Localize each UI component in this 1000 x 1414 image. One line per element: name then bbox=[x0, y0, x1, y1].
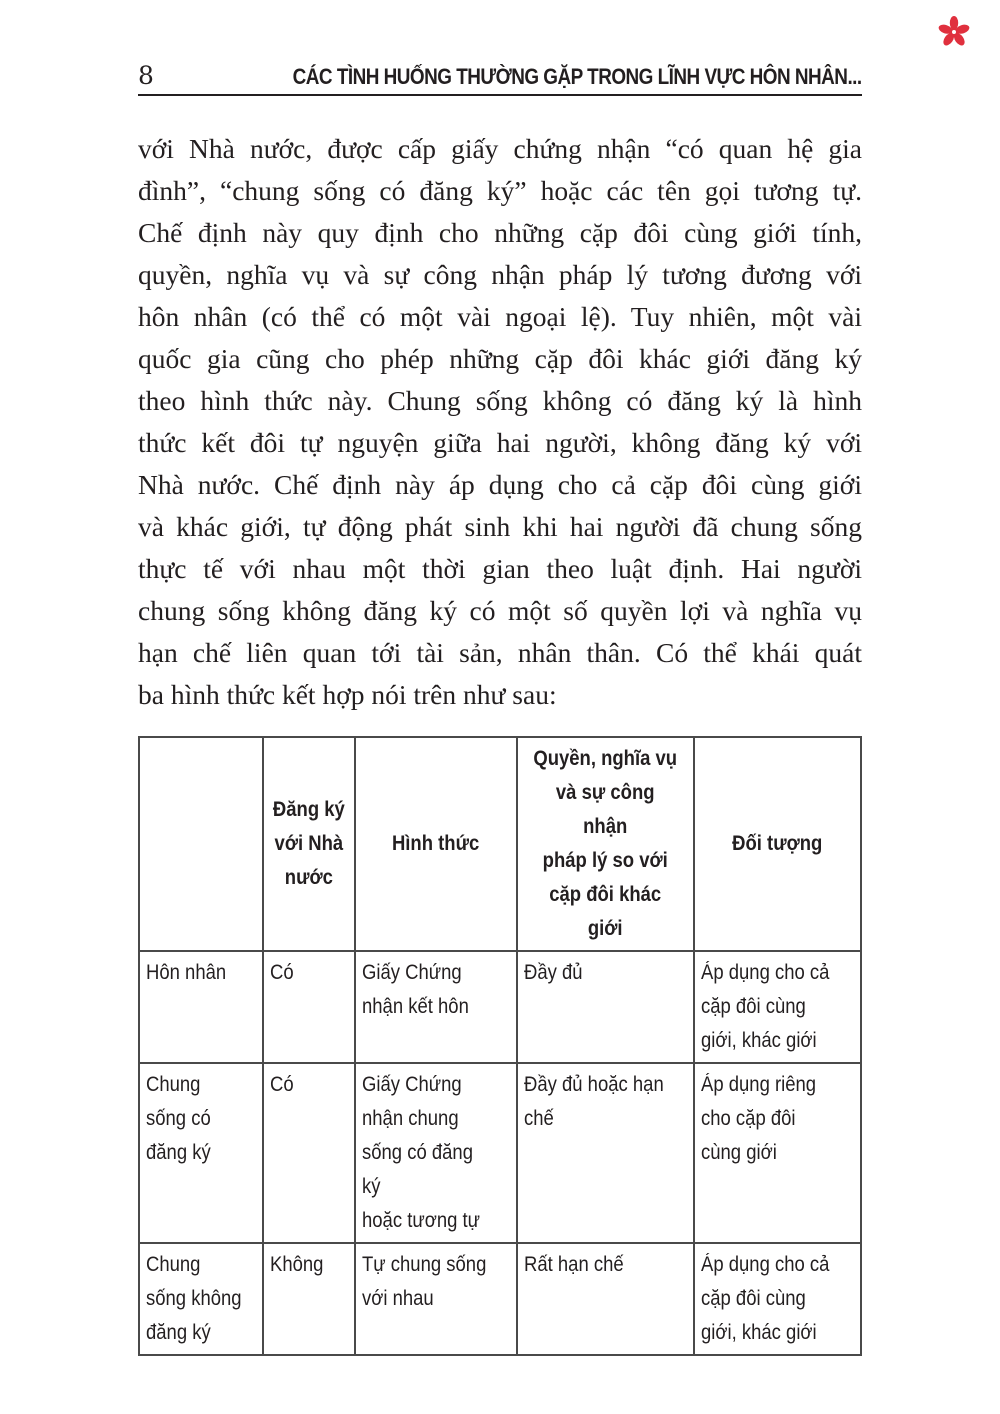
header-cell-empty bbox=[139, 737, 263, 951]
body-line: theo hình thức này. Chung sống không có đăng ký là hình bbox=[138, 385, 862, 416]
table-cell: Rất hạn chế bbox=[517, 1243, 693, 1355]
header-cell-rights: Quyền, nghĩa vụ và sự công nhận pháp lý so với cặp đôi khác giới bbox=[517, 737, 693, 951]
table-cell: Có bbox=[263, 1063, 355, 1243]
table-cell: Giấy Chứng nhận chung sống có đăng ký hoặc tương tự bbox=[355, 1063, 518, 1243]
header-cell-form: Hình thức bbox=[355, 737, 518, 951]
body-paragraph bbox=[138, 128, 862, 716]
body-line: thức kết đôi tự nguyện giữa hai người, không đăng ký với bbox=[138, 427, 862, 458]
red-flower-logo-icon bbox=[938, 16, 970, 48]
table-row bbox=[139, 1063, 861, 1243]
table-row bbox=[139, 951, 861, 1063]
body-line: quyền, nghĩa vụ và sự công nhận pháp lý tương đương với bbox=[138, 259, 862, 290]
table-cell: Chung sống không đăng ký bbox=[139, 1243, 263, 1355]
table-cell: Đầy đủ bbox=[517, 951, 693, 1063]
table-cell: Áp dụng cho cả cặp đôi cùng giới, khác giới bbox=[694, 1243, 861, 1355]
table-cell: Tự chung sống với nhau bbox=[355, 1243, 518, 1355]
table-cell: Giấy Chứng nhận kết hôn bbox=[355, 951, 518, 1063]
body-line: quốc gia cũng cho phép những cặp đôi khác giới đăng ký bbox=[138, 343, 862, 374]
body-line: hôn nhân (có thể có một vài ngoại lệ). Tuy nhiên, một vài bbox=[138, 301, 862, 332]
table-header-row bbox=[139, 737, 861, 951]
page-number: 8 bbox=[138, 61, 154, 90]
running-title: CÁC TÌNH HUỐNG THƯỜNG GẶP TRONG LĨNH VỰC HÔN NHÂN... bbox=[292, 64, 862, 89]
body-line: ba hình thức kết hợp nói trên như sau: bbox=[138, 679, 557, 710]
header-cell-subjects: Đối tượng bbox=[694, 737, 861, 951]
union-forms-table bbox=[138, 736, 862, 1356]
table-cell: Áp dụng riêng cho cặp đôi cùng giới bbox=[694, 1063, 861, 1243]
body-line: hạn chế liên quan tới tài sản, nhân thân. Có thể khái quát bbox=[138, 637, 862, 668]
body-line: thực tế với nhau một thời gian theo luật định. Hai người bbox=[138, 553, 862, 584]
body-line: với Nhà nước, được cấp giấy chứng nhận “có quan hệ gia bbox=[138, 133, 862, 164]
table-cell: Không bbox=[263, 1243, 355, 1355]
table-cell: Có bbox=[263, 951, 355, 1063]
body-line: đình”, “chung sống có đăng ký” hoặc các tên gọi tương tự. bbox=[138, 175, 862, 206]
body-line: chung sống không đăng ký có một số quyền lợi và nghĩa vụ bbox=[138, 595, 862, 626]
body-line: Chế định này quy định cho những cặp đôi cùng giới tính, bbox=[138, 217, 862, 248]
body-line: Nhà nước. Chế định này áp dụng cho cả cặp đôi cùng giới bbox=[138, 469, 862, 500]
header-cell-registered: Đăng ký với Nhà nước bbox=[263, 737, 355, 951]
table-row bbox=[139, 1243, 861, 1355]
body-line: và khác giới, tự động phát sinh khi hai người đã chung sống bbox=[138, 511, 862, 542]
page-header bbox=[138, 60, 862, 96]
table-cell: Áp dụng cho cả cặp đôi cùng giới, khác giới bbox=[694, 951, 861, 1063]
table-cell: Chung sống có đăng ký bbox=[139, 1063, 263, 1243]
table-cell: Hôn nhân bbox=[139, 951, 263, 1063]
table-cell: Đầy đủ hoặc hạn chế bbox=[517, 1063, 693, 1243]
